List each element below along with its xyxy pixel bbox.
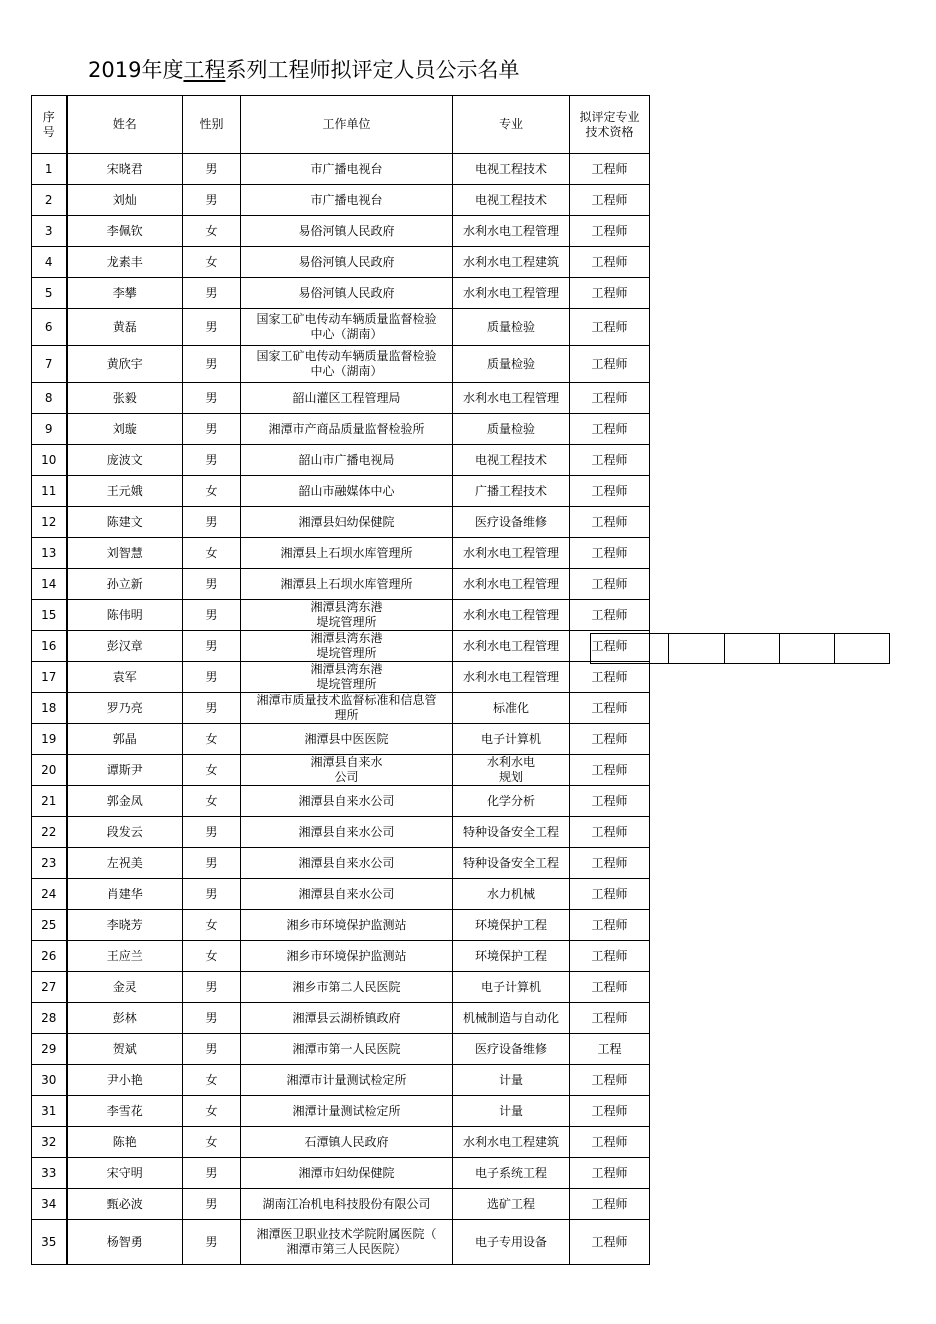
cell-qualification: 工程师 <box>570 786 650 817</box>
cell-name: 龙素丰 <box>67 247 183 278</box>
table-row <box>32 154 650 185</box>
cell-name: 黄欣宇 <box>67 346 183 383</box>
cell-gender: 女 <box>183 247 241 278</box>
cell-major: 水利水电工程建筑 <box>453 247 570 278</box>
cell-major: 水力机械 <box>453 879 570 910</box>
cell-qualification: 工程师 <box>570 154 650 185</box>
cell-seq: 3 <box>32 216 67 247</box>
cell-unit: 湘潭县湾东港 堤垸管理所 <box>241 662 453 693</box>
cell-seq: 27 <box>32 972 67 1003</box>
cell-major: 特种设备安全工程 <box>453 817 570 848</box>
cell-gender: 女 <box>183 1065 241 1096</box>
cell-name: 孙立新 <box>67 569 183 600</box>
cell-qualification: 工程师 <box>570 755 650 786</box>
cell-name: 肖建华 <box>67 879 183 910</box>
cell-major: 特种设备安全工程 <box>453 848 570 879</box>
cell-qualification: 工程师 <box>570 1003 650 1034</box>
cell-gender: 男 <box>183 631 241 662</box>
cell-gender: 女 <box>183 755 241 786</box>
cell-gender: 男 <box>183 693 241 724</box>
table-row <box>32 941 650 972</box>
cell-seq: 4 <box>32 247 67 278</box>
cell-unit: 湘潭县湾东港 堤垸管理所 <box>241 600 453 631</box>
table-row <box>32 507 650 538</box>
cell-major: 电子系统工程 <box>453 1158 570 1189</box>
table-row <box>32 879 650 910</box>
cell-qualification: 工程师 <box>570 346 650 383</box>
cell-qualification: 工程师 <box>570 1189 650 1220</box>
cell-unit: 湘潭县上石坝水库管理所 <box>241 569 453 600</box>
roster-table <box>31 95 650 1265</box>
cell-unit: 韶山市广播电视局 <box>241 445 453 476</box>
table-row <box>32 972 650 1003</box>
cell-gender: 男 <box>183 817 241 848</box>
cell-seq: 32 <box>32 1127 67 1158</box>
cell-seq: 17 <box>32 662 67 693</box>
table-row <box>32 1189 650 1220</box>
cell-unit: 湘潭县中医医院 <box>241 724 453 755</box>
cell-gender: 男 <box>183 507 241 538</box>
cell-seq: 34 <box>32 1189 67 1220</box>
cell-unit: 湘潭计量测试检定所 <box>241 1096 453 1127</box>
cell-seq: 35 <box>32 1220 67 1265</box>
cell-unit: 湘潭市第一人民医院 <box>241 1034 453 1065</box>
cell-seq: 14 <box>32 569 67 600</box>
cell-seq: 2 <box>32 185 67 216</box>
cell-seq: 13 <box>32 538 67 569</box>
cell-major: 化学分析 <box>453 786 570 817</box>
cell-unit: 市广播电视台 <box>241 185 453 216</box>
cell-name: 甄必波 <box>67 1189 183 1220</box>
cell-seq: 8 <box>32 383 67 414</box>
header-major: 专业 <box>453 96 570 154</box>
cell-name: 李雪花 <box>67 1096 183 1127</box>
header-qualification: 拟评定专业 技术资格 <box>570 96 650 154</box>
stray-cell <box>668 633 725 664</box>
cell-name: 杨智勇 <box>67 1220 183 1265</box>
cell-gender: 男 <box>183 879 241 910</box>
cell-qualification: 工程师 <box>570 278 650 309</box>
cell-qualification: 工程师 <box>570 476 650 507</box>
cell-seq: 16 <box>32 631 67 662</box>
cell-name: 尹小艳 <box>67 1065 183 1096</box>
table-row <box>32 848 650 879</box>
cell-unit: 石潭镇人民政府 <box>241 1127 453 1158</box>
cell-major: 水利水电工程管理 <box>453 278 570 309</box>
cell-name: 金灵 <box>67 972 183 1003</box>
cell-qualification: 工程师 <box>570 600 650 631</box>
cell-gender: 男 <box>183 662 241 693</box>
cell-qualification: 工程师 <box>570 724 650 755</box>
table-row <box>32 1220 650 1265</box>
cell-unit: 湘潭县云湖桥镇政府 <box>241 1003 453 1034</box>
cell-unit: 湘潭市妇幼保健院 <box>241 1158 453 1189</box>
cell-qualification: 工程师 <box>570 941 650 972</box>
cell-name: 刘璇 <box>67 414 183 445</box>
cell-unit: 湘潭市产商品质量监督检验所 <box>241 414 453 445</box>
cell-major: 医疗设备维修 <box>453 1034 570 1065</box>
table-row <box>32 538 650 569</box>
cell-qualification: 工程师 <box>570 538 650 569</box>
cell-unit: 湘潭县自来水公司 <box>241 848 453 879</box>
cell-major: 水利水电工程管理 <box>453 662 570 693</box>
cell-qualification: 工程师 <box>570 1065 650 1096</box>
cell-seq: 23 <box>32 848 67 879</box>
table-row <box>32 346 650 383</box>
cell-gender: 女 <box>183 1096 241 1127</box>
cell-qualification: 工程师 <box>570 247 650 278</box>
cell-gender: 女 <box>183 786 241 817</box>
cell-gender: 女 <box>183 216 241 247</box>
stray-cell <box>724 633 780 664</box>
table-row <box>32 1003 650 1034</box>
cell-gender: 男 <box>183 569 241 600</box>
cell-name: 李晓芳 <box>67 910 183 941</box>
page-title <box>88 54 519 86</box>
cell-seq: 30 <box>32 1065 67 1096</box>
table-row <box>32 755 650 786</box>
cell-seq: 26 <box>32 941 67 972</box>
cell-seq: 18 <box>32 693 67 724</box>
cell-major: 水利水电工程管理 <box>453 631 570 662</box>
cell-gender: 男 <box>183 278 241 309</box>
cell-gender: 男 <box>183 1189 241 1220</box>
cell-qualification: 工程师 <box>570 631 650 662</box>
cell-qualification: 工程师 <box>570 507 650 538</box>
cell-major: 质量检验 <box>453 346 570 383</box>
cell-major: 水利水电工程管理 <box>453 216 570 247</box>
cell-major: 电子计算机 <box>453 972 570 1003</box>
cell-gender: 男 <box>183 445 241 476</box>
cell-major: 水利水电工程管理 <box>453 600 570 631</box>
cell-gender: 男 <box>183 1220 241 1265</box>
cell-unit: 国家工矿电传动车辆质量监督检验 中心（湖南） <box>241 309 453 346</box>
table-row <box>32 1127 650 1158</box>
cell-name: 王应兰 <box>67 941 183 972</box>
cell-gender: 女 <box>183 1127 241 1158</box>
cell-major: 计量 <box>453 1065 570 1096</box>
cell-gender: 女 <box>183 910 241 941</box>
cell-major: 电子计算机 <box>453 724 570 755</box>
cell-name: 罗乃亮 <box>67 693 183 724</box>
table-row <box>32 476 650 507</box>
cell-qualification: 工程师 <box>570 309 650 346</box>
table-row <box>32 1158 650 1189</box>
table-row <box>32 247 650 278</box>
cell-name: 彭林 <box>67 1003 183 1034</box>
cell-qualification: 工程师 <box>570 817 650 848</box>
cell-major: 环境保护工程 <box>453 941 570 972</box>
table-row <box>32 1096 650 1127</box>
cell-major: 机械制造与自动化 <box>453 1003 570 1034</box>
cell-unit: 湘潭市计量测试检定所 <box>241 1065 453 1096</box>
cell-major: 电视工程技术 <box>453 154 570 185</box>
table-row <box>32 1034 650 1065</box>
cell-unit: 湘乡市第二人民医院 <box>241 972 453 1003</box>
cell-qualification: 工程师 <box>570 216 650 247</box>
cell-seq: 21 <box>32 786 67 817</box>
cell-qualification: 工程师 <box>570 910 650 941</box>
cell-seq: 25 <box>32 910 67 941</box>
cell-major: 质量检验 <box>453 414 570 445</box>
cell-name: 袁军 <box>67 662 183 693</box>
table-row <box>32 817 650 848</box>
cell-name: 宋守明 <box>67 1158 183 1189</box>
cell-qualification: 工程师 <box>570 185 650 216</box>
cell-name: 李佩钦 <box>67 216 183 247</box>
cell-name: 陈伟明 <box>67 600 183 631</box>
cell-major: 电视工程技术 <box>453 185 570 216</box>
stray-cell <box>834 633 890 664</box>
cell-seq: 7 <box>32 346 67 383</box>
cell-qualification: 工程师 <box>570 972 650 1003</box>
cell-seq: 29 <box>32 1034 67 1065</box>
cell-qualification: 工程师 <box>570 445 650 476</box>
cell-name: 李攀 <box>67 278 183 309</box>
cell-unit: 湘潭县湾东港 堤垸管理所 <box>241 631 453 662</box>
table-row <box>32 383 650 414</box>
table-row <box>32 414 650 445</box>
stray-cell <box>779 633 835 664</box>
cell-name: 黄磊 <box>67 309 183 346</box>
cell-qualification: 工程师 <box>570 569 650 600</box>
cell-seq: 20 <box>32 755 67 786</box>
header-name: 姓名 <box>67 96 183 154</box>
cell-gender: 男 <box>183 972 241 1003</box>
cell-unit: 易俗河镇人民政府 <box>241 247 453 278</box>
cell-qualification: 工程师 <box>570 383 650 414</box>
table-row <box>32 910 650 941</box>
cell-seq: 33 <box>32 1158 67 1189</box>
cell-major: 医疗设备维修 <box>453 507 570 538</box>
cell-major: 水利水电工程管理 <box>453 538 570 569</box>
cell-name: 庞波文 <box>67 445 183 476</box>
cell-seq: 22 <box>32 817 67 848</box>
cell-unit: 湘乡市环境保护监测站 <box>241 941 453 972</box>
table-row <box>32 185 650 216</box>
cell-seq: 24 <box>32 879 67 910</box>
cell-seq: 19 <box>32 724 67 755</box>
cell-name: 陈艳 <box>67 1127 183 1158</box>
table-row <box>32 1065 650 1096</box>
cell-unit: 湘潭市质量技术监督标准和信息管 理所 <box>241 693 453 724</box>
cell-qualification: 工程 <box>570 1034 650 1065</box>
cell-major: 电子专用设备 <box>453 1220 570 1265</box>
cell-major: 水利水电工程管理 <box>453 569 570 600</box>
table-row <box>32 216 650 247</box>
cell-unit: 湘潭县自来水公司 <box>241 879 453 910</box>
cell-seq: 15 <box>32 600 67 631</box>
cell-qualification: 工程师 <box>570 662 650 693</box>
table-row <box>32 569 650 600</box>
title-part1: 年度 <box>141 58 184 82</box>
cell-seq: 28 <box>32 1003 67 1034</box>
cell-gender: 男 <box>183 1034 241 1065</box>
cell-seq: 5 <box>32 278 67 309</box>
cell-unit: 湘潭县自来水公司 <box>241 786 453 817</box>
cell-gender: 男 <box>183 848 241 879</box>
cell-name: 陈建文 <box>67 507 183 538</box>
cell-unit: 湘潭医卫职业技术学院附属医院（ 湘潭市第三人民医院） <box>241 1220 453 1265</box>
cell-name: 宋晓君 <box>67 154 183 185</box>
table-row <box>32 786 650 817</box>
cell-gender: 男 <box>183 383 241 414</box>
cell-unit: 湘乡市环境保护监测站 <box>241 910 453 941</box>
cell-name: 谭斯尹 <box>67 755 183 786</box>
title-year: 2019 <box>88 58 142 82</box>
cell-major: 水利水电工程管理 <box>453 383 570 414</box>
cell-gender: 女 <box>183 724 241 755</box>
cell-name: 彭汉章 <box>67 631 183 662</box>
cell-name: 郭金凤 <box>67 786 183 817</box>
cell-name: 左祝美 <box>67 848 183 879</box>
cell-unit: 韶山市融媒体中心 <box>241 476 453 507</box>
cell-major: 环境保护工程 <box>453 910 570 941</box>
cell-major: 选矿工程 <box>453 1189 570 1220</box>
cell-name: 王元娥 <box>67 476 183 507</box>
cell-qualification: 工程师 <box>570 1127 650 1158</box>
cell-seq: 10 <box>32 445 67 476</box>
cell-unit: 易俗河镇人民政府 <box>241 216 453 247</box>
cell-unit: 国家工矿电传动车辆质量监督检验 中心（湖南） <box>241 346 453 383</box>
cell-qualification: 工程师 <box>570 693 650 724</box>
cell-name: 段发云 <box>67 817 183 848</box>
cell-major: 水利水电 规划 <box>453 755 570 786</box>
table-row <box>32 693 650 724</box>
table-row <box>32 662 650 693</box>
cell-name: 贺斌 <box>67 1034 183 1065</box>
table-row <box>32 600 650 631</box>
cell-seq: 1 <box>32 154 67 185</box>
cell-major: 计量 <box>453 1096 570 1127</box>
header-unit: 工作单位 <box>241 96 453 154</box>
table-row <box>32 631 650 662</box>
cell-gender: 女 <box>183 476 241 507</box>
cell-name: 刘灿 <box>67 185 183 216</box>
header-row <box>32 96 650 154</box>
cell-gender: 女 <box>183 538 241 569</box>
table-row <box>32 445 650 476</box>
cell-qualification: 工程师 <box>570 1158 650 1189</box>
cell-seq: 9 <box>32 414 67 445</box>
cell-qualification: 工程师 <box>570 414 650 445</box>
table-row <box>32 278 650 309</box>
cell-seq: 11 <box>32 476 67 507</box>
cell-major: 电视工程技术 <box>453 445 570 476</box>
cell-seq: 12 <box>32 507 67 538</box>
cell-unit: 湘潭县自来水 公司 <box>241 755 453 786</box>
table-row <box>32 724 650 755</box>
stray-cell <box>590 633 669 664</box>
header-gender: 性别 <box>183 96 241 154</box>
cell-seq: 6 <box>32 309 67 346</box>
cell-name: 郭晶 <box>67 724 183 755</box>
cell-unit: 湘潭县上石坝水库管理所 <box>241 538 453 569</box>
cell-gender: 男 <box>183 185 241 216</box>
cell-major: 标准化 <box>453 693 570 724</box>
table-row <box>32 309 650 346</box>
title-part2: 系列工程师拟评定人员公示名单 <box>225 58 520 82</box>
cell-seq: 31 <box>32 1096 67 1127</box>
cell-gender: 男 <box>183 600 241 631</box>
cell-gender: 女 <box>183 941 241 972</box>
cell-name: 刘智慧 <box>67 538 183 569</box>
cell-unit: 韶山灌区工程管理局 <box>241 383 453 414</box>
cell-major: 水利水电工程建筑 <box>453 1127 570 1158</box>
cell-unit: 湘潭县妇幼保健院 <box>241 507 453 538</box>
cell-major: 广播工程技术 <box>453 476 570 507</box>
cell-unit: 湘潭县自来水公司 <box>241 817 453 848</box>
cell-unit: 易俗河镇人民政府 <box>241 278 453 309</box>
cell-major: 质量检验 <box>453 309 570 346</box>
header-seq: 序 号 <box>32 96 67 154</box>
cell-gender: 男 <box>183 414 241 445</box>
cell-qualification: 工程师 <box>570 848 650 879</box>
cell-unit: 市广播电视台 <box>241 154 453 185</box>
cell-qualification: 工程师 <box>570 879 650 910</box>
cell-name: 张毅 <box>67 383 183 414</box>
cell-gender: 男 <box>183 346 241 383</box>
title-underlined: 工程 <box>183 58 226 82</box>
cell-gender: 男 <box>183 309 241 346</box>
cell-qualification: 工程师 <box>570 1220 650 1265</box>
cell-unit: 湖南江冶机电科技股份有限公司 <box>241 1189 453 1220</box>
cell-gender: 男 <box>183 154 241 185</box>
cell-gender: 男 <box>183 1003 241 1034</box>
cell-qualification: 工程师 <box>570 1096 650 1127</box>
cell-gender: 男 <box>183 1158 241 1189</box>
